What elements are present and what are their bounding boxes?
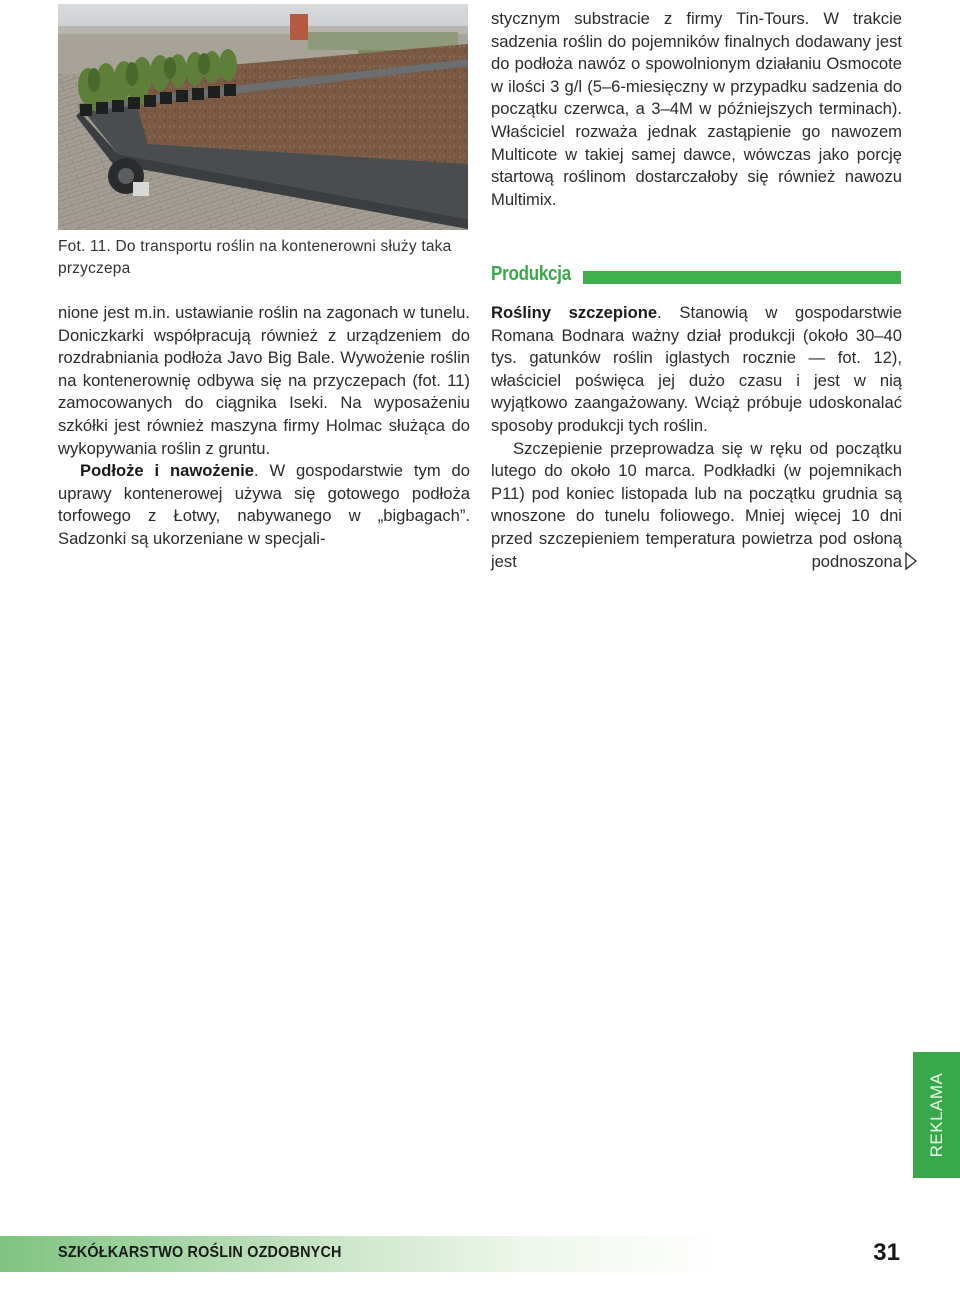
- publication-title: SZKÓŁKARSTWO ROŚLIN OZDOBNYCH: [58, 1244, 342, 1261]
- paragraph: stycznym substracie z firmy Tin-Tours. W trakcie sadzenia roślin do pojemników finalnych dodawany jest do podłoża nawóz o spowolnionym działaniu Osmocote w ilości 3 g/l (5–6-miesięczny w przypadku sadzenia do początku czerwca, a 3–4M w późniejszych terminach). Właściciel rozważa jednak zastąpienie go nawozem Multicote w takiej samej dawce, wówczas jako porcję startową roślinom dostarczałoby się również nawozu Multimix.: [491, 9, 902, 209]
- page-number: 31: [873, 1239, 900, 1266]
- page-footer: [0, 1236, 960, 1272]
- paragraph-text: . W gospodarstwie tym do uprawy kontenerowej używa się gotowego podłoża torfowego z Łotwy, nabywanego w „bigbagach”. Sadzonki są ukorzeniane w specjali-: [58, 461, 470, 548]
- left-column: [58, 302, 470, 551]
- section-title: Produkcja: [491, 263, 571, 285]
- run-in-heading: Rośliny szczepione: [491, 303, 658, 322]
- paragraph: nione jest m.in. ustawianie roślin na zagonach w tunelu. Doniczkarki współpracują również z urządzeniem do rozdrabniania podłoża Javo Big Bale. Wywożenie roślin na kontenerownię odbywa się na przyczepach (fot. 11) zamocowanych do ciągnika Iseki. Na wyposażeniu szkółki jest również maszyna firmy Holmac służąca do wykopywania roślin z gruntu.: [58, 303, 470, 458]
- advertisement-tab: [913, 1052, 960, 1178]
- advertisement-label: REKLAMA: [926, 1072, 946, 1158]
- paragraph: Szczepienie przeprowadza się w ręku od początku lutego do około 10 marca. Podkładki (w pojemnikach P11) pod koniec listopada lub na początku grudnia są wnoszone do tunelu foliowego. Mniej więcej 10 dni przed szczepieniem temperatura powietrza pod osłoną jest podnoszona: [491, 438, 902, 571]
- run-in-heading: Podłoże i nawożenie: [80, 461, 254, 481]
- section-rule: [583, 271, 901, 284]
- right-column-top: [491, 8, 902, 211]
- paragraph-text: . Stanowią w gospodarstwie Romana Bodnara ważny dział produkcji (około 30–40 tys. gatunków roślin iglastych rocznie — fot. 12), właściciel poświęca jej dużo czasu i jest w nią wyjątkowo zaangażowany. Wciąż próbuje udoskonalać sposoby produkcji tych roślin.: [491, 303, 902, 435]
- paragraph-podloze: [58, 460, 470, 550]
- figure-caption: Fot. 11. Do transportu roślin na kontenerowni służy taka przyczepa: [58, 238, 452, 277]
- paragraph-rosliny-szczepione: [491, 302, 902, 438]
- right-column-bottom: [491, 302, 902, 573]
- photo-trailer-with-plants: [58, 4, 468, 230]
- section-heading: [491, 263, 902, 291]
- triangle-right-outline-icon: [904, 551, 918, 571]
